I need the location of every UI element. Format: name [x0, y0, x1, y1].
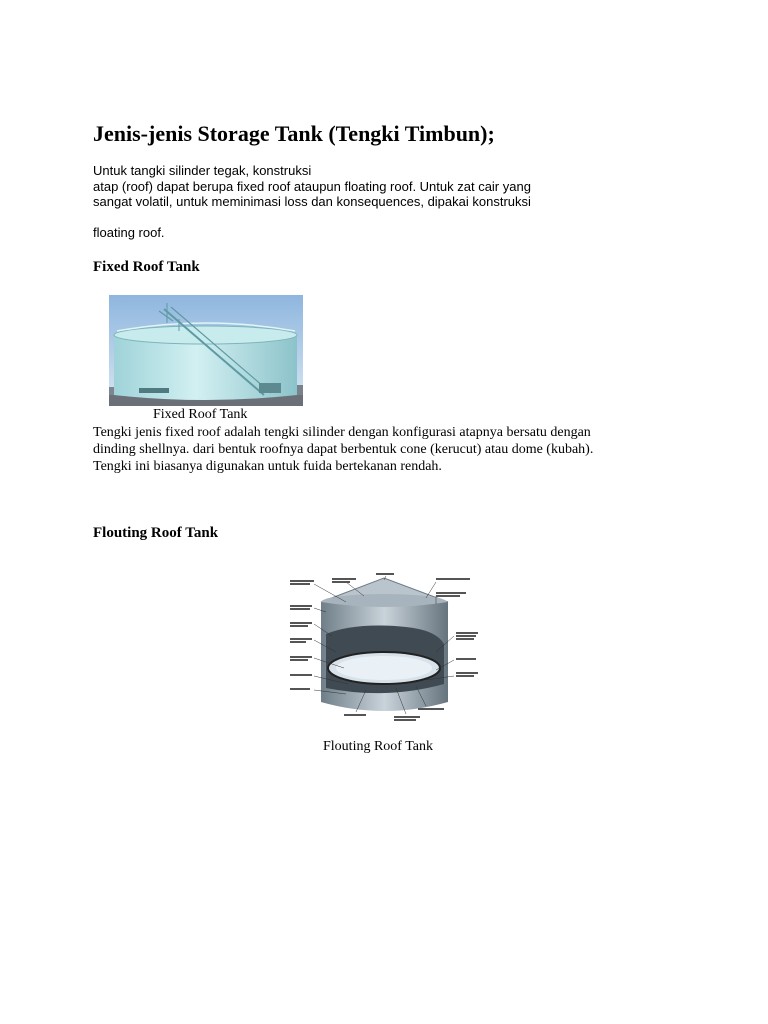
- fixed-roof-heading: Fixed Roof Tank: [93, 259, 200, 275]
- floating-roof-caption: Flouting Roof Tank: [323, 739, 433, 754]
- description-line: Tengki jenis fixed roof adalah tengki silinder dengan konfigurasi atapnya bersatu dengan: [93, 425, 591, 440]
- fixed-roof-description: [93, 424, 673, 475]
- floating-roof-heading: Flouting Roof Tank: [93, 525, 219, 541]
- description-line: dinding shellnya. dari bentuk roofnya dapat berbentuk cone (kerucut) atau dome (kubah).: [93, 442, 594, 457]
- intro-line: sangat volatil, untuk meminimasi loss dan konsequences, dipakai konstruksi: [93, 194, 531, 209]
- intro-paragraph: [93, 163, 693, 240]
- floating-roof-tank-diagram: [286, 572, 481, 735]
- fixed-roof-caption: Fixed Roof Tank: [153, 407, 248, 422]
- fixed-roof-tank-photo: [109, 295, 303, 406]
- intro-line: Untuk tangki silinder tegak, konstruksi: [93, 163, 312, 178]
- description-line: Tengki ini biasanya digunakan untuk fuida bertekanan rendah.: [93, 459, 442, 474]
- intro-line: atap (roof) dapat berupa fixed roof ataupun floating roof. Untuk zat cair yang: [93, 178, 531, 194]
- document-title: Jenis-jenis Storage Tank (Tengki Timbun);: [93, 121, 495, 146]
- intro-line: floating roof.: [93, 224, 165, 240]
